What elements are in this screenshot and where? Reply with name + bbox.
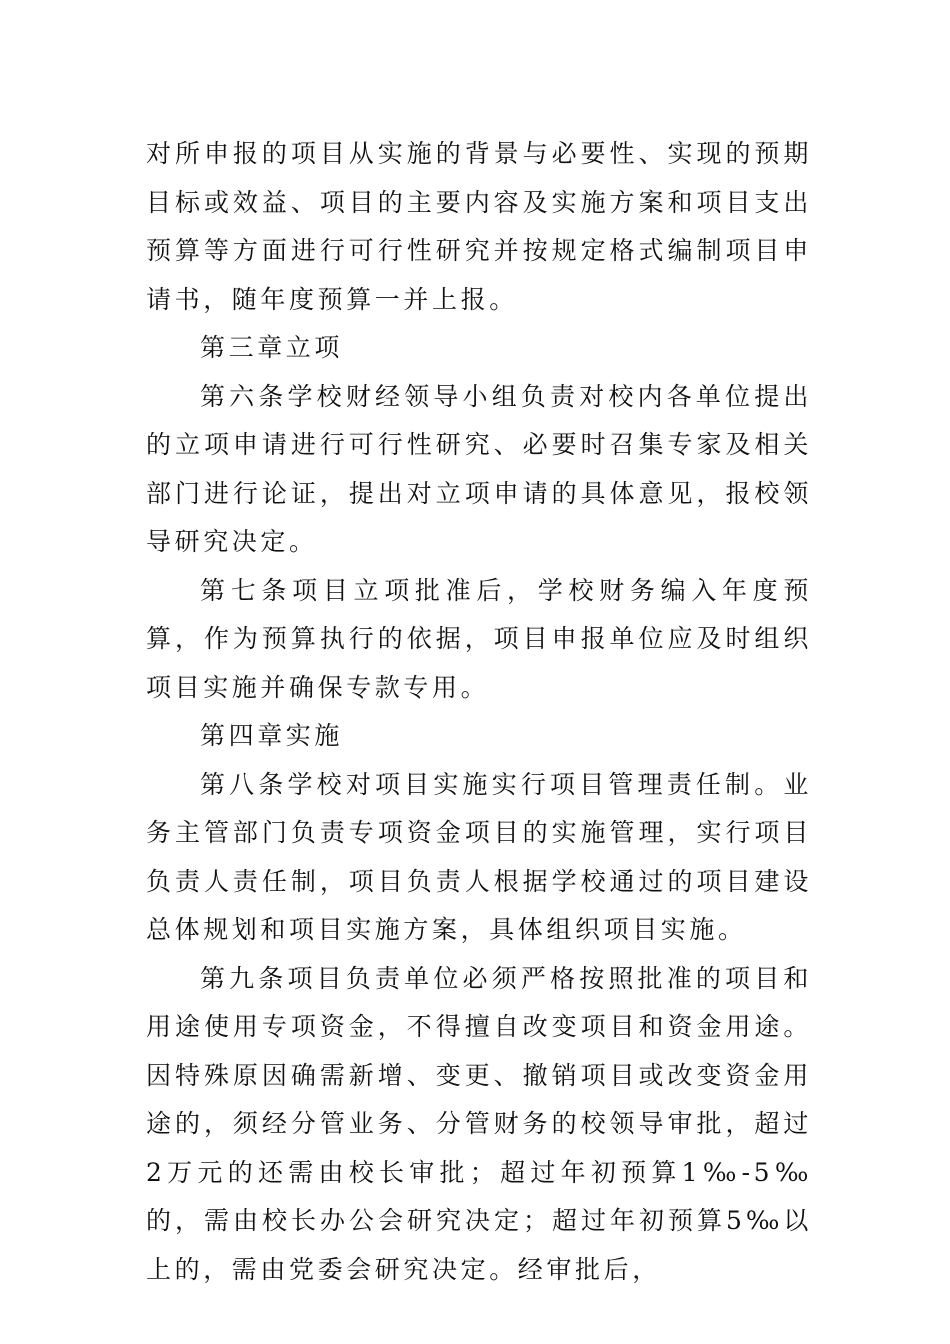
article-7: 第七条项目立项批准后，学校财务编入年度预算，作为预算执行的依据，项目申报单位应及时组织项目实施并确保专款专用。 <box>146 575 812 702</box>
article-6: 第六条学校财经领导小组负责对校内各单位提出的立项申请进行可行性研究、必要时召集专家及相关部门进行论证，提出对立项申请的具体意见，报校领导研究决定。 <box>146 381 812 556</box>
article-9: 第九条项目负责单位必须严格按照批准的项目和用途使用专项资金，不得擅自改变项目和资金用途。因特殊原因确需新增、变更、撤销项目或改变资金用途的，须经分管业务、分管财务的校领导审批，超过2万元的还需由校长审批；超过年初预算1‰-5‰的，需由校长办公会研究决定；超过年初预算5‰以上的，需由党委会研究决定。经审批后， <box>146 963 812 1284</box>
article-8: 第八条学校对项目实施实行项目管理责任制。业务主管部门负责专项资金项目的实施管理，实行项目负责人责任制，项目负责人根据学校通过的项目建设总体规划和项目实施方案，具体组织项目实施。 <box>146 769 812 944</box>
paragraph-continuation: 对所申报的项目从实施的背景与必要性、实现的预期目标或效益、项目的主要内容及实施方案和项目支出预算等方面进行可行性研究并按规定格式编制项目申请书，随年度预算一并上报。 <box>146 139 812 314</box>
document-body <box>146 130 812 1294</box>
chapter-heading-3: 第三章立项 <box>200 333 344 362</box>
chapter-heading-4: 第四章实施 <box>200 721 344 750</box>
